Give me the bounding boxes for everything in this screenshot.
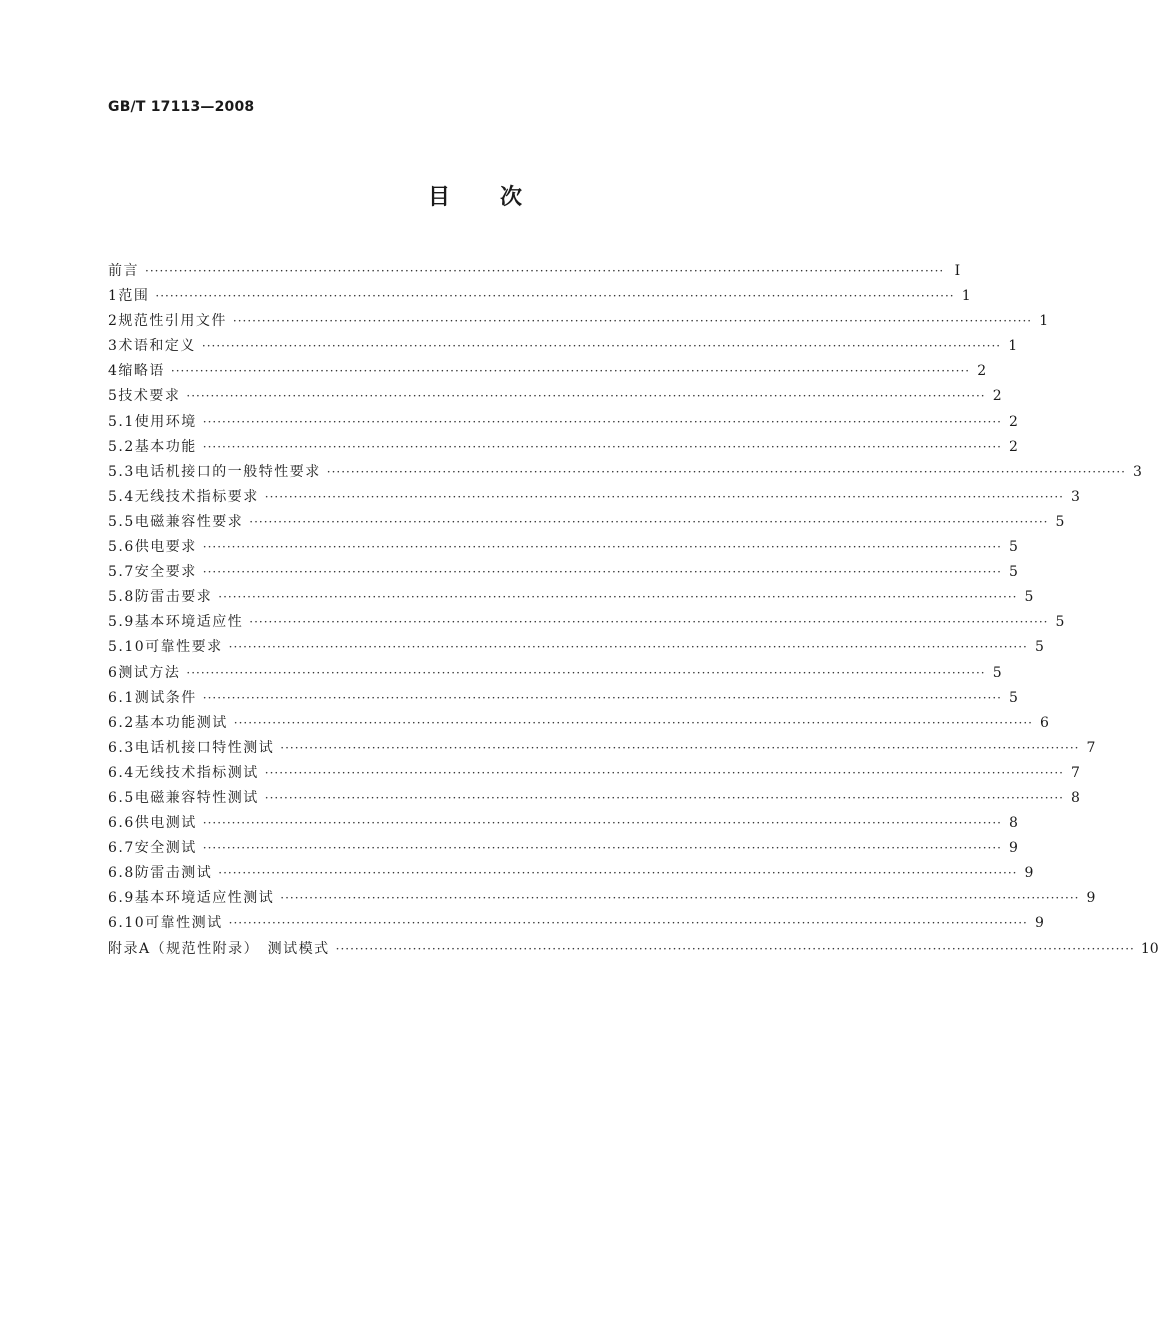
toc-entry-page: 9 <box>1034 915 1044 932</box>
toc-entry-label: 无线技术指标测试 <box>134 764 259 781</box>
toc-entry-page: 5 <box>992 664 1002 681</box>
toc-entry[interactable] <box>108 460 1142 485</box>
toc-entry[interactable] <box>108 686 1018 711</box>
toc-entry-label: 使用环境 <box>134 413 197 430</box>
toc-entry-number: 5.10 <box>108 639 146 656</box>
dot-leader <box>229 911 1028 936</box>
toc-entry-page: 9 <box>1086 890 1096 907</box>
toc-entry-label: 范围 <box>118 288 150 305</box>
toc-entry-label: 测试方法 <box>118 664 181 681</box>
toc-entry-page: 2 <box>1009 438 1018 455</box>
toc-entry[interactable] <box>108 284 971 309</box>
toc-entry-label: 供电要求 <box>134 539 197 556</box>
toc-entry-label: 技术要求 <box>118 388 181 405</box>
toc-entry-page: 6 <box>1040 714 1049 731</box>
dot-leader <box>203 410 1002 435</box>
toc-entry-page: 7 <box>1071 764 1080 781</box>
toc-entry-number: 6 <box>108 664 119 681</box>
toc-entry-number: 4 <box>108 363 119 380</box>
dot-leader <box>155 284 954 309</box>
toc-entry-number: 6.6 <box>108 815 135 832</box>
toc-entry-label: 电磁兼容性要求 <box>134 513 244 530</box>
toc-entry-number: 6.10 <box>108 915 146 932</box>
toc-entry[interactable] <box>108 334 1018 359</box>
toc-entry[interactable] <box>108 610 1065 635</box>
toc-entry-number: 6.8 <box>108 865 135 882</box>
toc-entry-label: 测试条件 <box>134 689 197 706</box>
toc-entry-label: 安全要求 <box>134 564 197 581</box>
toc-entry-page: 8 <box>1009 815 1018 832</box>
toc-entry-page: 1 <box>961 288 971 305</box>
toc-entry[interactable] <box>108 836 1018 861</box>
toc-entry-label: 基本功能测试 <box>134 714 228 731</box>
dot-leader <box>203 686 1002 711</box>
toc-entry-number: 5.2 <box>108 438 135 455</box>
toc-entry-page: 5 <box>1055 513 1065 530</box>
table-of-contents <box>108 259 1159 962</box>
toc-entry-page: 3 <box>1133 463 1142 480</box>
toc-entry-number: 5.1 <box>108 413 135 430</box>
toc-entry[interactable] <box>108 635 1044 660</box>
dot-leader <box>203 811 1002 836</box>
toc-entry-label: 电话机接口的一般特性要求 <box>134 463 321 480</box>
toc-entry-number: 6.9 <box>108 890 135 907</box>
toc-entry-page: 9 <box>1009 840 1018 857</box>
toc-entry-number: 5.5 <box>108 513 135 530</box>
dot-leader <box>218 861 1017 886</box>
toc-entry[interactable] <box>108 811 1018 836</box>
toc-entry-label: 供电测试 <box>134 815 197 832</box>
toc-entry-label: 防雷击要求 <box>134 589 213 606</box>
toc-entry-number: 2 <box>108 313 119 330</box>
toc-entry-number: 3 <box>108 338 119 355</box>
page-title: 目次 <box>427 185 572 210</box>
dot-leader <box>327 460 1126 485</box>
toc-entry[interactable] <box>108 485 1080 510</box>
dot-leader <box>202 334 1001 359</box>
toc-entry-page: 5 <box>1055 614 1065 631</box>
toc-entry[interactable] <box>108 661 1002 686</box>
toc-entry-page: 5 <box>1009 564 1018 581</box>
dot-leader <box>249 610 1048 635</box>
toc-entry-page: 5 <box>1009 689 1018 706</box>
toc-entry-page: 8 <box>1071 789 1080 806</box>
toc-entry-number: 5.3 <box>108 463 135 480</box>
toc-entry[interactable] <box>108 359 987 384</box>
toc-entry-label: 可靠性测试 <box>145 915 223 932</box>
toc-entry-number: 1 <box>108 288 119 305</box>
dot-leader <box>203 836 1002 861</box>
toc-entry-label: 基本功能 <box>134 438 197 455</box>
dot-leader <box>218 585 1017 610</box>
toc-entry[interactable] <box>108 786 1080 811</box>
standard-code: GB/T 17113—2008 <box>108 99 255 115</box>
toc-entry-number: 6.7 <box>108 840 135 857</box>
dot-leader <box>203 560 1002 585</box>
dot-leader <box>280 736 1079 761</box>
toc-entry-label: 防雷击测试 <box>134 865 213 882</box>
toc-entry-number: 5.6 <box>108 539 135 556</box>
toc-entry[interactable] <box>108 861 1034 886</box>
dot-leader <box>203 535 1002 560</box>
toc-entry-number: 5.4 <box>108 488 135 505</box>
toc-entry-page: 9 <box>1024 865 1034 882</box>
toc-entry-page: 7 <box>1086 739 1096 756</box>
toc-entry-number: 6.5 <box>108 789 135 806</box>
toc-entry-number: 6.1 <box>108 689 135 706</box>
toc-entry-label: 安全测试 <box>134 840 197 857</box>
toc-entry-page: 1 <box>1039 313 1049 330</box>
toc-entry-number: 6.4 <box>108 764 135 781</box>
dot-leader <box>336 937 1135 962</box>
toc-entry-label: 附录A（规范性附录） 测试模式 <box>108 940 330 957</box>
toc-entry-number: 6.2 <box>108 714 135 731</box>
toc-entry-page: Ⅰ <box>954 263 961 279</box>
dot-leader <box>203 435 1002 460</box>
toc-entry[interactable] <box>108 510 1065 535</box>
toc-entry-page: 5 <box>1034 639 1044 656</box>
toc-entry-label: 无线技术指标要求 <box>134 488 259 505</box>
toc-entry[interactable] <box>108 736 1096 761</box>
dot-leader <box>249 510 1048 535</box>
toc-entry[interactable] <box>108 435 1018 460</box>
dot-leader <box>145 259 944 284</box>
toc-entry-number: 5.7 <box>108 564 135 581</box>
toc-entry[interactable] <box>108 585 1034 610</box>
dot-leader <box>229 635 1028 660</box>
toc-entry[interactable] <box>108 535 1018 560</box>
dot-leader <box>234 711 1033 736</box>
dot-leader <box>265 761 1064 786</box>
toc-entry-page: 10 <box>1140 940 1159 957</box>
toc-entry-page: 5 <box>1009 539 1018 556</box>
dot-leader <box>186 384 985 409</box>
dot-leader <box>186 661 985 686</box>
toc-entry[interactable] <box>108 309 1049 334</box>
toc-entry[interactable] <box>108 761 1080 786</box>
toc-entry-number: 6.3 <box>108 739 135 756</box>
toc-entry-label: 前言 <box>108 263 139 279</box>
toc-entry-number: 5.8 <box>108 589 135 606</box>
toc-entry-label: 基本环境适应性 <box>134 614 244 631</box>
toc-entry[interactable] <box>108 886 1096 911</box>
toc-entry-label: 基本环境适应性测试 <box>134 890 275 907</box>
toc-entry-label: 电话机接口特性测试 <box>134 739 275 756</box>
toc-entry-page: 1 <box>1008 338 1018 355</box>
toc-entry[interactable] <box>108 410 1018 435</box>
toc-entry-page: 3 <box>1071 488 1080 505</box>
toc-entry-label: 术语和定义 <box>118 338 196 355</box>
toc-entry-number: 5.9 <box>108 614 135 631</box>
toc-entry-page: 2 <box>977 363 987 380</box>
dot-leader <box>171 359 970 384</box>
toc-entry[interactable] <box>108 711 1049 736</box>
dot-leader <box>280 886 1079 911</box>
toc-entry[interactable] <box>108 937 1159 962</box>
dot-leader <box>265 485 1064 510</box>
toc-entry-label: 缩略语 <box>118 363 165 380</box>
toc-entry-page: 2 <box>992 388 1002 405</box>
toc-entry-page: 5 <box>1024 589 1034 606</box>
toc-entry-number: 5 <box>108 388 119 405</box>
toc-entry-page: 2 <box>1009 413 1018 430</box>
toc-entry-label: 规范性引用文件 <box>118 313 227 330</box>
toc-entry[interactable] <box>108 560 1018 585</box>
dot-leader <box>233 309 1032 334</box>
toc-entry-label: 电磁兼容特性测试 <box>134 789 259 806</box>
toc-entry[interactable] <box>108 384 1002 409</box>
dot-leader <box>265 786 1064 811</box>
toc-entry-label: 可靠性要求 <box>145 639 223 656</box>
toc-entry[interactable] <box>108 911 1044 936</box>
toc-entry[interactable] <box>108 259 961 284</box>
